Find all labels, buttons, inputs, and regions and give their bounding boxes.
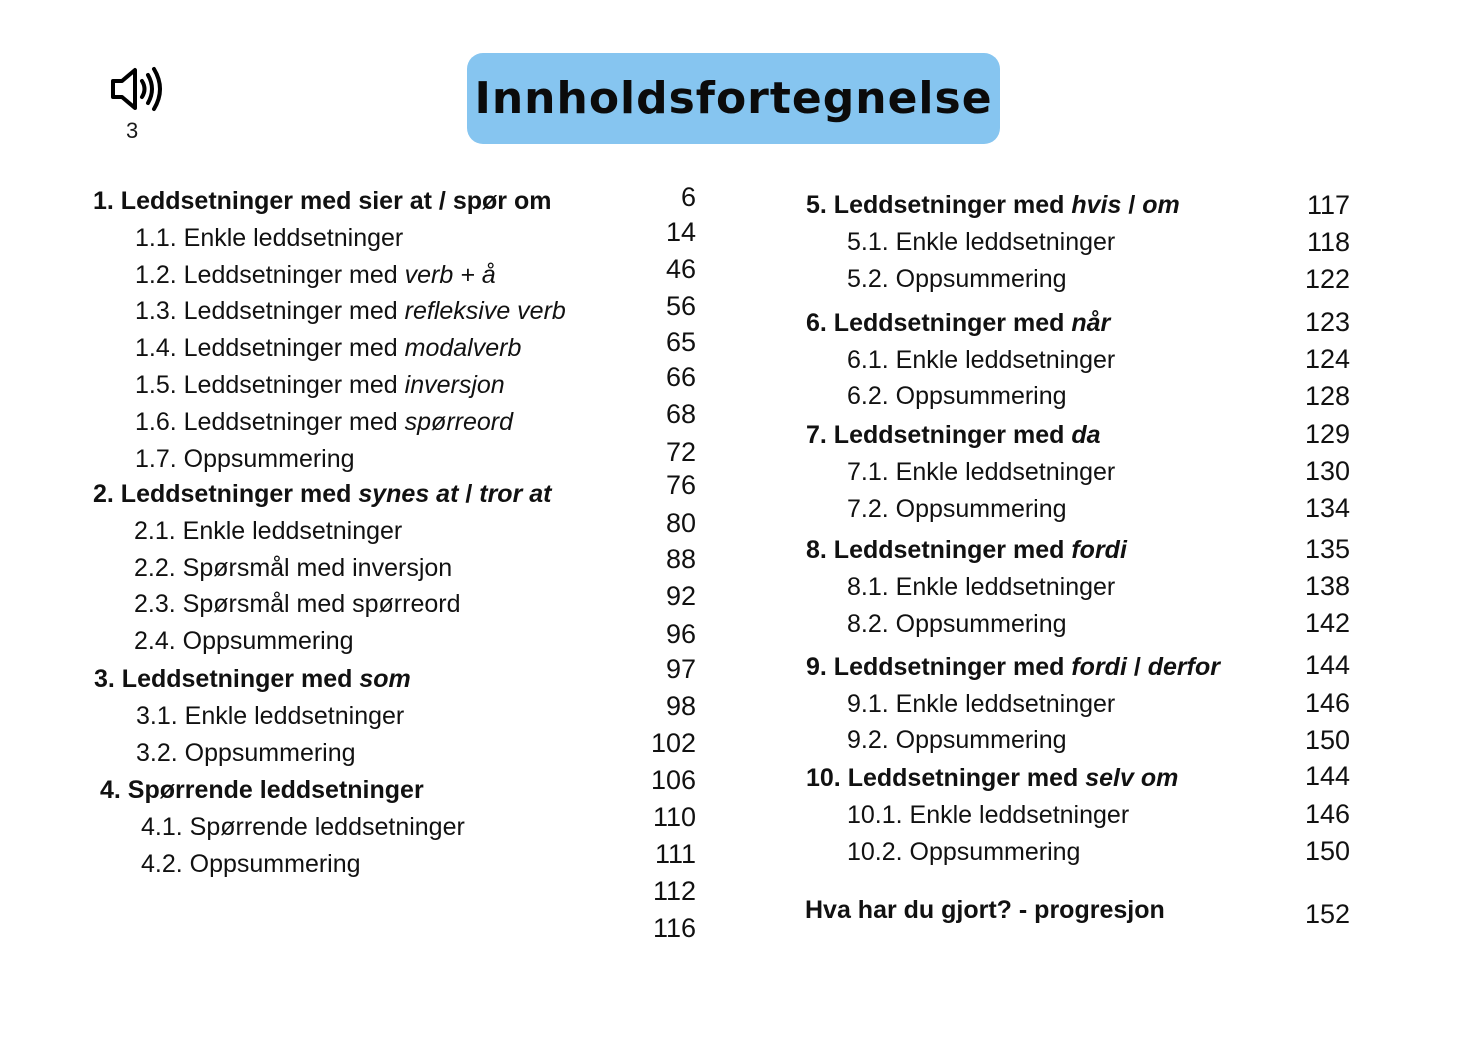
- entry-label: 6.2. Oppsummering: [847, 382, 1067, 410]
- toc-section[interactable]: [134, 629, 354, 654]
- entry-label: 1.2. Leddsetninger med: [135, 261, 405, 289]
- entry-label: 1.4. Leddsetninger med: [135, 334, 405, 362]
- page-number: 96: [665, 619, 696, 649]
- entry-label: 5.1. Enkle leddsetninger: [847, 228, 1116, 256]
- page-number: 112: [652, 876, 696, 906]
- page-number: 88: [665, 544, 696, 574]
- entry-label: 9.1. Enkle leddsetninger: [847, 690, 1116, 718]
- entry-label: 9.2. Oppsummering: [847, 726, 1067, 754]
- entry-label: 8.1. Enkle leddsetninger: [847, 573, 1116, 601]
- page-number: 111: [654, 839, 696, 869]
- toc-section[interactable]: [136, 704, 404, 729]
- page-number: 102: [650, 728, 696, 758]
- toc-section[interactable]: [847, 460, 1115, 485]
- toc-chapter[interactable]: [806, 193, 1180, 218]
- page-number: 76: [665, 470, 696, 500]
- entry-keyword: hvis: [1071, 191, 1122, 219]
- entry-keyword: fordi: [1071, 653, 1127, 681]
- toc-section[interactable]: [847, 840, 1080, 865]
- toc-section[interactable]: [135, 263, 496, 288]
- page-number: 123: [1304, 307, 1350, 337]
- entry-label: 7.1. Enkle leddsetninger: [847, 458, 1116, 486]
- entry-keyword: som: [359, 665, 411, 693]
- entry-label: 2. Leddsetninger med: [93, 480, 359, 508]
- entry-label: 10. Leddsetninger med: [806, 764, 1086, 792]
- page-number: 110: [652, 802, 696, 832]
- page-title: Innholdsfortegnelse: [474, 73, 993, 124]
- entry-label: 2.1. Enkle leddsetninger: [134, 517, 403, 545]
- page-number: 138: [1304, 571, 1350, 601]
- entry-label: 7. Leddsetninger med: [806, 421, 1072, 449]
- toc-section[interactable]: [847, 692, 1115, 717]
- entry-keyword: da: [1071, 421, 1101, 449]
- audio-track-number: 3: [126, 118, 139, 143]
- toc-chapter[interactable]: [806, 423, 1101, 448]
- entry-label: 6.1. Enkle leddsetninger: [847, 346, 1116, 374]
- speaker-icon: [108, 64, 168, 114]
- entry-label: 5. Leddsetninger med: [806, 191, 1072, 219]
- page-number: 150: [1304, 725, 1350, 755]
- toc-section[interactable]: [135, 410, 513, 435]
- title-banner: [467, 53, 1000, 144]
- entry-keyword: om: [1142, 191, 1180, 219]
- entry-label: 3.1. Enkle leddsetninger: [136, 702, 405, 730]
- toc-section[interactable]: [136, 741, 356, 766]
- page-number: 116: [652, 913, 696, 943]
- page-number: 142: [1304, 608, 1350, 638]
- toc-section[interactable]: [847, 575, 1115, 600]
- page-number: 135: [1304, 534, 1350, 564]
- entry-label: 1.7. Oppsummering: [135, 445, 355, 473]
- toc-section[interactable]: [134, 556, 452, 581]
- toc-section[interactable]: [847, 612, 1067, 637]
- page-number: 144: [1304, 761, 1350, 791]
- entry-label: 4.1. Spørrende leddsetninger: [141, 813, 465, 841]
- page-number: 106: [650, 765, 696, 795]
- toc-section[interactable]: [134, 592, 461, 617]
- entry-label: 1.6. Leddsetninger med: [135, 408, 405, 436]
- page-number: 134: [1304, 493, 1350, 523]
- entry-keyword: selv om: [1085, 764, 1179, 792]
- page-number: 80: [665, 508, 696, 538]
- toc-chapter[interactable]: [806, 766, 1178, 791]
- toc-section[interactable]: [847, 348, 1115, 373]
- entry-label: 1.1. Enkle leddsetninger: [135, 224, 404, 252]
- page-number: 150: [1304, 836, 1350, 866]
- entry-keyword: derfor: [1147, 653, 1220, 681]
- toc-section[interactable]: [847, 803, 1129, 828]
- page-number: 128: [1304, 381, 1350, 411]
- entry-label: 10.2. Oppsummering: [847, 838, 1081, 866]
- toc-section[interactable]: [847, 497, 1067, 522]
- entry-label: 4.2. Oppsummering: [141, 850, 361, 878]
- toc-chapter[interactable]: [93, 482, 551, 507]
- page-number: 56: [665, 291, 696, 321]
- entry-label: 10.1. Enkle leddsetninger: [847, 801, 1130, 829]
- page-number: 129: [1304, 419, 1350, 449]
- page-number: 144: [1304, 650, 1350, 680]
- entry-label: 7.2. Oppsummering: [847, 495, 1067, 523]
- toc-chapter[interactable]: [93, 189, 551, 214]
- entry-keyword: spørreord: [404, 408, 514, 436]
- page-number: 146: [1304, 688, 1350, 718]
- toc-section[interactable]: [135, 336, 521, 361]
- page-number: 118: [1306, 227, 1350, 257]
- entry-label: 5.2. Oppsummering: [847, 265, 1067, 293]
- page-number: 65: [665, 327, 696, 357]
- entry-keyword: inversjon: [404, 371, 505, 399]
- page-number: 6: [680, 182, 696, 212]
- entry-keyword: synes at: [358, 480, 459, 508]
- toc-chapter[interactable]: [805, 898, 1165, 923]
- entry-separator: /: [1126, 653, 1148, 681]
- entry-keyword: fordi: [1071, 536, 1127, 564]
- toc-section[interactable]: [141, 852, 361, 877]
- page-number: 46: [665, 254, 696, 284]
- toc-section[interactable]: [135, 373, 505, 398]
- page-number: 146: [1304, 799, 1350, 829]
- page-number: 122: [1304, 264, 1350, 294]
- page-number: 98: [665, 691, 696, 721]
- entry-label: 4. Spørrende leddsetninger: [100, 776, 424, 804]
- entry-keyword: tror at: [479, 480, 552, 508]
- toc-section[interactable]: [847, 230, 1115, 255]
- toc-section[interactable]: [847, 728, 1067, 753]
- entry-label: 6. Leddsetninger med: [806, 309, 1072, 337]
- toc-chapter[interactable]: [806, 655, 1220, 680]
- toc-section[interactable]: [134, 519, 402, 544]
- toc-section[interactable]: [135, 447, 355, 472]
- toc-section[interactable]: [847, 267, 1067, 292]
- entry-separator: /: [458, 480, 480, 508]
- entry-label: 1. Leddsetninger med sier at / spør om: [93, 187, 552, 215]
- page-number: 97: [665, 654, 696, 684]
- toc-chapter[interactable]: [806, 538, 1127, 563]
- entry-label: 9. Leddsetninger med: [806, 653, 1072, 681]
- page-number: 117: [1306, 190, 1350, 220]
- entry-keyword: refleksive verb: [404, 297, 566, 325]
- page-number: 14: [665, 217, 696, 247]
- entry-label: 1.3. Leddsetninger med: [135, 297, 405, 325]
- entry-label: 3. Leddsetninger med: [94, 665, 360, 693]
- page-number: 152: [1304, 899, 1350, 929]
- entry-label: 8. Leddsetninger med: [806, 536, 1072, 564]
- entry-label: 2.4. Oppsummering: [134, 627, 354, 655]
- toc-section[interactable]: [847, 384, 1067, 409]
- entry-label: 2.2. Spørsmål med inversjon: [134, 554, 453, 582]
- toc-section[interactable]: [135, 299, 566, 324]
- page-number: 68: [665, 399, 696, 429]
- entry-separator: /: [1121, 191, 1143, 219]
- entry-keyword: verb + å: [404, 261, 496, 289]
- page-number: 72: [665, 437, 696, 467]
- toc-section[interactable]: [141, 815, 465, 840]
- page-number: 130: [1304, 456, 1350, 486]
- toc-chapter[interactable]: [806, 311, 1110, 336]
- toc-chapter[interactable]: [94, 667, 411, 692]
- entry-label: Hva har du gjort? - progresjon: [805, 896, 1165, 924]
- page-number: 92: [665, 581, 696, 611]
- entry-keyword: når: [1071, 309, 1111, 337]
- entry-label: 8.2. Oppsummering: [847, 610, 1067, 638]
- page-number: 66: [665, 362, 696, 392]
- page-number: 124: [1304, 344, 1350, 374]
- entry-label: 2.3. Spørsmål med spørreord: [134, 590, 461, 618]
- toc-section[interactable]: [135, 226, 403, 251]
- audio-button[interactable]: [108, 64, 172, 144]
- entry-label: 3.2. Oppsummering: [136, 739, 356, 767]
- entry-label: 1.5. Leddsetninger med: [135, 371, 405, 399]
- toc-chapter[interactable]: [100, 778, 424, 803]
- entry-keyword: modalverb: [404, 334, 522, 362]
